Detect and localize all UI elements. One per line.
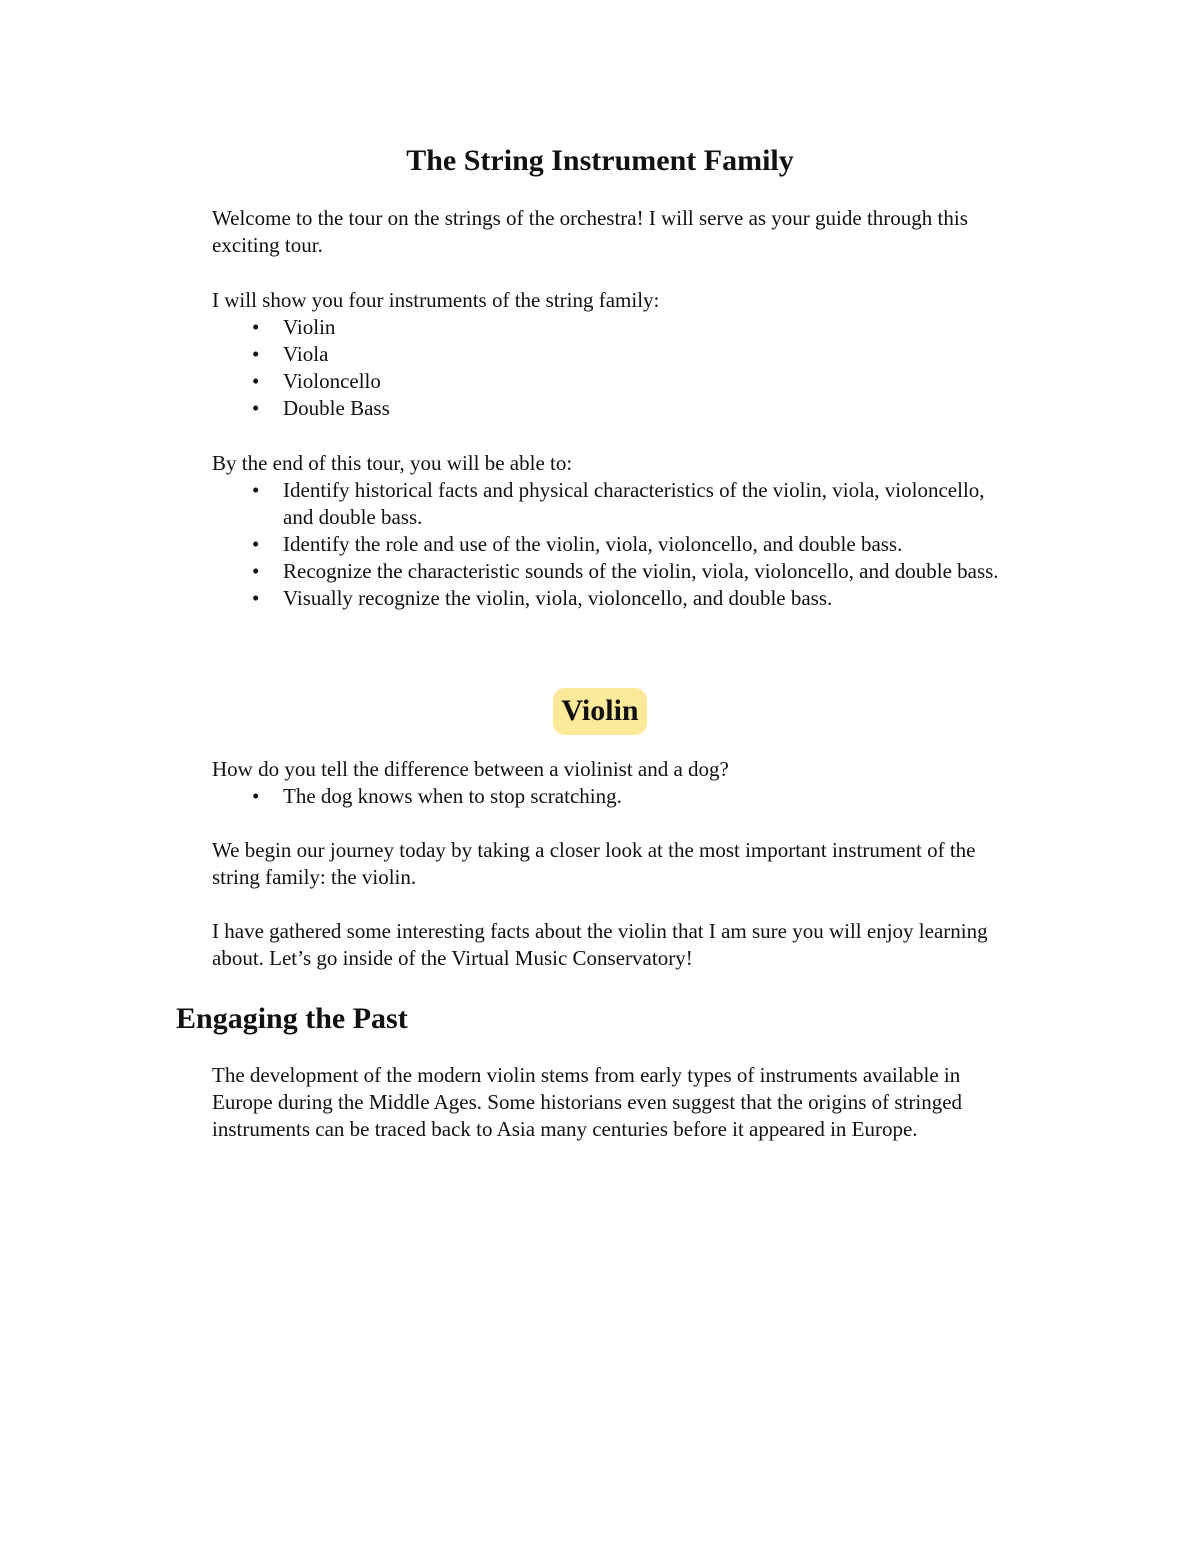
bullet-icon: • (252, 532, 260, 556)
page-title: The String Instrument Family (406, 144, 794, 177)
violin-heading: Violin (553, 688, 646, 735)
list-item (212, 531, 1012, 558)
violin-heading-wrap (0, 688, 1200, 735)
history-paragraph: The development of the modern violin stems from early types of instruments available in Europe during the Middle Ages. Some historians even suggest that the origins of stringed instruments can be traced back to Asia many centuries before it appeared in Europe. (212, 1063, 963, 1141)
list-item (212, 558, 1012, 585)
section-heading-engaging-the-past: Engaging the Past (176, 1002, 408, 1035)
joke-question: How do you tell the difference between a violinist and a dog? (212, 757, 729, 781)
bullet-icon: • (252, 369, 260, 393)
bullet-icon: • (252, 342, 260, 366)
list-item-text: Identify historical facts and physical characteristics of the violin, viola, violoncello, and double bass. (283, 478, 985, 529)
list-item-text: Double Bass (283, 396, 390, 420)
list-item-text: Violoncello (283, 369, 381, 393)
journey-paragraph: We begin our journey today by taking a closer look at the most important instrument of the string family: the violin. (212, 838, 976, 889)
list-item-text: Visually recognize the violin, viola, violoncello, and double bass. (283, 586, 833, 610)
list-item (212, 477, 1012, 531)
joke-answer-list (212, 783, 1012, 810)
list-item-text: Identify the role and use of the violin, viola, violoncello, and double bass. (283, 532, 903, 556)
list-item-text: Violin (283, 315, 336, 339)
list-item (212, 395, 1012, 422)
objectives-lead: By the end of this tour, you will be able to: (212, 451, 573, 475)
bullet-icon: • (252, 586, 260, 610)
list-item-text: Recognize the characteristic sounds of the violin, viola, violoncello, and double bass. (283, 559, 999, 583)
bullet-icon: • (252, 784, 260, 808)
welcome-paragraph: Welcome to the tour on the strings of the orchestra! I will serve as your guide through this exciting tour. (212, 206, 968, 257)
list-item (212, 341, 1012, 368)
instrument-list (212, 314, 1012, 422)
list-item (212, 585, 1012, 612)
facts-paragraph: I have gathered some interesting facts about the violin that I am sure you will enjoy learning about. Let’s go inside of the Virtual Music Conservatory! (212, 919, 988, 970)
bullet-icon: • (252, 396, 260, 420)
bullet-icon: • (252, 559, 260, 583)
list-item (212, 314, 1012, 341)
list-item-text: The dog knows when to stop scratching. (283, 784, 622, 808)
instruments-lead: I will show you four instruments of the string family: (212, 288, 660, 312)
objectives-list (212, 477, 1012, 612)
list-item-text: Viola (283, 342, 329, 366)
bullet-icon: • (252, 478, 260, 502)
list-item (212, 783, 1012, 810)
list-item (212, 368, 1012, 395)
bullet-icon: • (252, 315, 260, 339)
